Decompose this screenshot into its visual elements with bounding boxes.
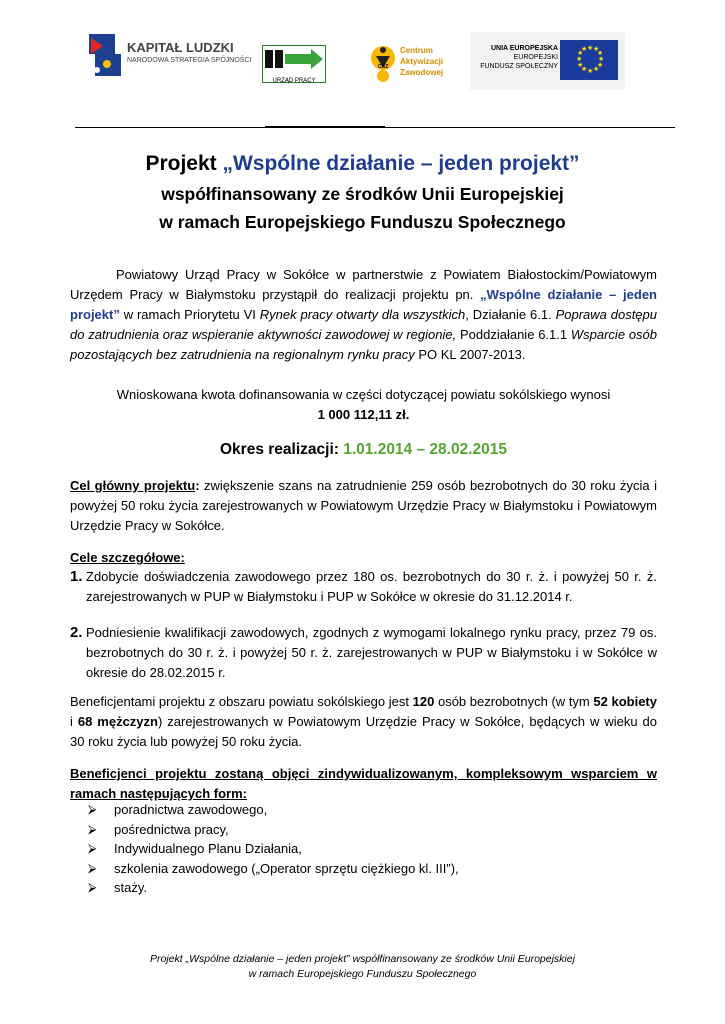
svg-text:★: ★ xyxy=(577,61,584,69)
logo-row xyxy=(0,0,725,120)
list-item: ⮚ szkolenia zawodowego („Operator sprzętu ciężkiego kl. III”), xyxy=(88,859,459,879)
list-item: ⮚ Indywidualnego Planu Działania, xyxy=(88,839,459,859)
support-forms-list xyxy=(88,800,459,898)
main-goal-label: Cel główny projektu xyxy=(70,478,196,493)
footer-line-1: Projekt „Wspólne działanie – jeden projekt” współfinansowany ze środków Unii Europejskiej xyxy=(150,953,575,965)
title-line-3: w ramach Europejskiego Funduszu Społecznego xyxy=(159,212,566,232)
specific-goal-item: 1. Zdobycie doświadczenia zawodowego przez 180 os. bezrobotnych do 30 r. ż. i powyżej 50 r. ż. zarejestrowanych w PUP w Białymstoku i PUP w Sokółce w okresie do 31.12.2014 r. xyxy=(70,568,657,604)
svg-text:★: ★ xyxy=(581,45,588,53)
title-line-2: współfinansowany ze środków Unii Europejskiej xyxy=(161,184,564,204)
eu-text: UNIA EUROPEJSKA EUROPEJSKI FUNDUSZ SPOŁECZNY xyxy=(480,45,558,70)
check-bullet-icon: ⮚ xyxy=(88,841,97,855)
kapital-ludzki-logo-icon xyxy=(85,30,125,80)
list-item: ⮚ staży. xyxy=(88,878,459,898)
svg-text:★: ★ xyxy=(587,67,594,75)
support-forms-label: Beneficjenci projektu zostaną objęci zindywidualizowanym, kompleksowym wsparciem w ramach następujących form: xyxy=(70,766,657,801)
header-divider-accent xyxy=(265,126,385,128)
realization-period: Okres realizacji: 1.01.2014 – 28.02.2015 xyxy=(220,441,507,458)
svg-text:★: ★ xyxy=(597,61,604,69)
caz-text: Centrum Aktywizacji Zawodowej xyxy=(400,46,444,77)
svg-text:★: ★ xyxy=(587,44,594,52)
svg-text:★: ★ xyxy=(597,49,604,57)
kapital-ludzki-subtitle: NARODOWA STRATEGIA SPÓJNOŚCI xyxy=(127,57,252,64)
urzad-pracy-logo xyxy=(262,45,326,83)
list-item: ⮚ poradnictwa zawodowego, xyxy=(88,800,459,820)
main-goal: Cel główny projektu: zwiększenie szans na zatrudnienie 259 osób bezrobotnych do 30 roku życia i powyżej 50 roku życia zarejestrowanych w Powiatowym Urzędzie Pracy w Białymstoku i Powiatowym Urzędzie Pracy w Sokółce. xyxy=(70,478,657,533)
page-title: Projekt „Wspólne działanie – jeden projekt” xyxy=(145,152,580,175)
footer-line-2: w ramach Europejskiego Funduszu Społecznego xyxy=(248,968,477,980)
kapital-ludzki-title: KAPITAŁ LUDZKI xyxy=(127,40,234,55)
svg-text:★: ★ xyxy=(598,55,605,63)
urzad-pracy-label: URZĄD PRACY xyxy=(272,78,316,84)
svg-text:★: ★ xyxy=(593,65,600,73)
check-bullet-icon: ⮚ xyxy=(88,802,97,816)
funding-amount: 1 000 112,11 zł. xyxy=(317,407,410,422)
specific-goal-item: 2. Podniesienie kwalifikacji zawodowych, zgodnych z wymogami lokalnego rynku pracy, przez 79 os. bezrobotnych do 30 r. ż. i powyżej 50 r. ż. zarejestrowanych w PUP w Białymstoku i w Sokółce w okresie do 28.02.2015 r. xyxy=(70,624,657,680)
list-item: ⮚ pośrednictwa pracy, xyxy=(88,820,459,840)
beneficiaries-paragraph: Beneficjentami projektu z obszaru powiatu sokólskiego jest 120 osób bezrobotnych (w tym 52 kobiety i 68 mężczyzn) zarejestrowanych w Powiatowym Urzędzie Pracy w Sokółce, będących w wieku do 30 roku życia lub powyżej 50 roku życia. xyxy=(70,694,657,749)
specific-goals-label: Cele szczegółowe: xyxy=(70,550,185,565)
check-bullet-icon: ⮚ xyxy=(88,821,97,836)
urzad-pracy-arrow-icon xyxy=(263,46,325,72)
svg-text:★: ★ xyxy=(577,49,584,57)
caz-abbr: CAZ xyxy=(378,64,389,70)
funding-label: Wnioskowana kwota dofinansowania w części dotyczącej powiatu sokólskiego wynosi xyxy=(116,387,611,402)
check-bullet-icon: ⮚ xyxy=(88,880,97,894)
svg-text:★: ★ xyxy=(593,45,600,53)
intro-paragraph: Powiatowy Urząd Pracy w Sokółce w partnerstwie z Powiatem Białostockim/Powiatowym Urzędem Pracy w Białymstoku przystąpił do realizacji projektu pn. „Wspólne działanie – jeden projekt” w ramach Priorytetu VI Rynek pracy otwarty dla wszystkich, Działanie 6.1. Poprawa dostępu do zatrudnienia oraz wspieranie aktywności zawodowej w regionie, Poddziałanie 6.1.1 Wsparcie osób pozostających bez zatrudnienia na regionalnym rynku pracy PO KL 2007-2013. xyxy=(70,267,658,362)
svg-text:★: ★ xyxy=(576,55,583,63)
eu-flag-icon xyxy=(560,40,618,80)
check-bullet-icon: ⮚ xyxy=(88,860,97,875)
svg-text:★: ★ xyxy=(581,65,588,73)
